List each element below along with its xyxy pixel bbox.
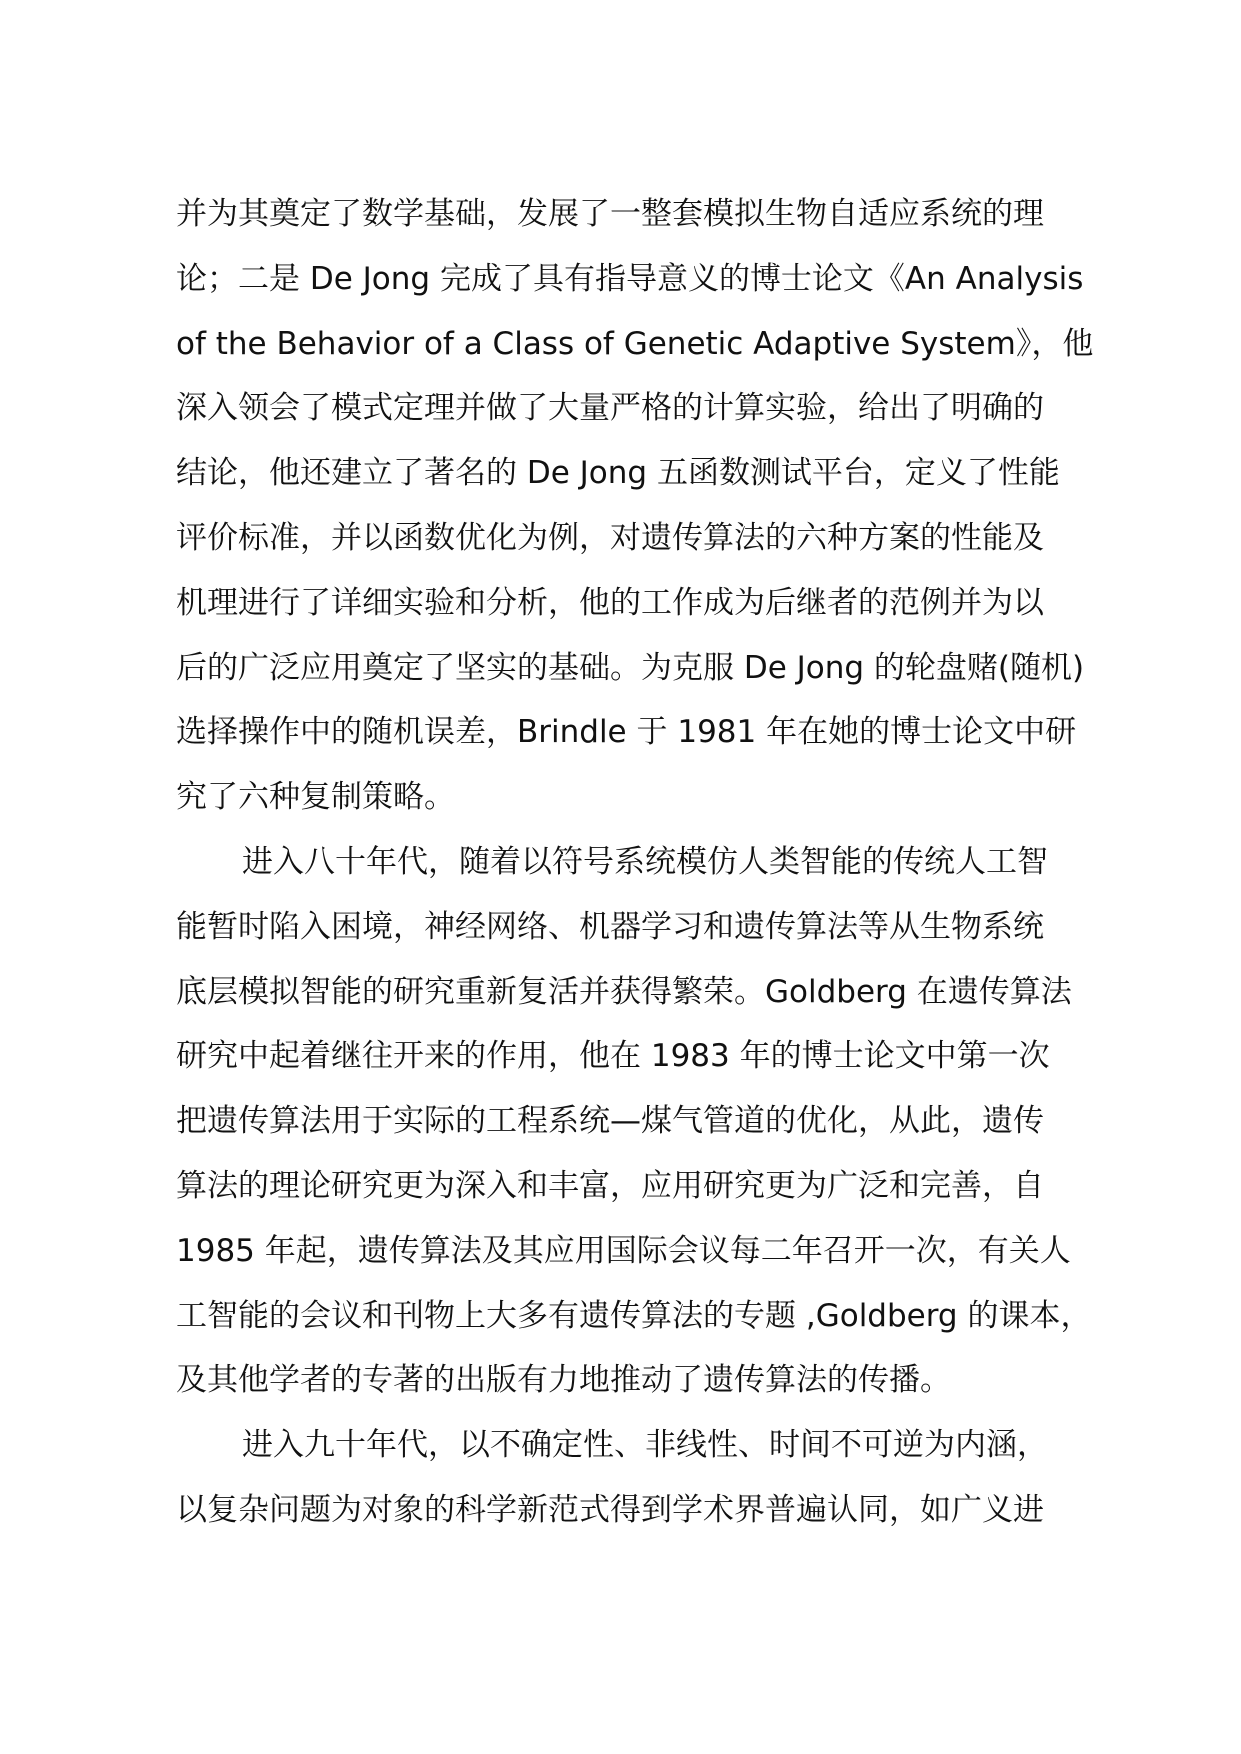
paragraph-start-line: 进入九十年代，以不确定性、非线性、时间不可逆为内涵， xyxy=(242,1427,1048,1464)
text-line: 底层模拟智能的研究重新复活并获得繁荣。Goldberg 在遗传算法 xyxy=(176,973,1072,1010)
text-line: 选择操作中的随机误差，Brindle 于 1981 年在她的博士论文中研 xyxy=(176,714,1077,751)
text-line: 及其他学者的专著的出版有力地推动了遗传算法的传播。 xyxy=(176,1362,951,1399)
paragraph-start-line: 进入八十年代，随着以符号系统模仿人类智能的传统人工智 xyxy=(242,843,1048,880)
text-line: 以复杂问题为对象的科学新范式得到学术界普遍认同，如广义进 xyxy=(176,1491,1044,1528)
text-line: 深入领会了模式定理并做了大量严格的计算实验，给出了明确的 xyxy=(176,390,1044,427)
text-line: 究了六种复制策略。 xyxy=(176,779,455,816)
text-line: 把遗传算法用于实际的工程系统—煤气管道的优化，从此，遗传 xyxy=(176,1103,1044,1140)
text-line: 论；二是 De Jong 完成了具有指导意义的博士论文《An Analysis xyxy=(176,260,1084,297)
text-line: 并为其奠定了数学基础，发展了一整套模拟生物自适应系统的理 xyxy=(176,196,1044,232)
text-line: 结论，他还建立了著名的 De Jong 五函数测试平台，定义了性能 xyxy=(176,455,1060,492)
text-line: 研究中起着继往开来的作用，他在 1983 年的博士论文中第一次 xyxy=(176,1038,1050,1075)
text-line: 能暂时陷入困境，神经网络、机器学习和遗传算法等从生物系统 xyxy=(176,908,1044,945)
text-line: 后的广泛应用奠定了坚实的基础。为克服 De Jong 的轮盘赌(随机) xyxy=(176,649,1085,686)
text-line: 评价标准，并以函数优化为例，对遗传算法的六种方案的性能及 xyxy=(176,519,1044,556)
body-text xyxy=(176,182,1156,1543)
text-line: 1985 年起，遗传算法及其应用国际会议每二年召开一次，有关人 xyxy=(176,1232,1071,1269)
text-line: 算法的理论研究更为深入和丰富，应用研究更为广泛和完善，自 xyxy=(176,1167,1044,1204)
text-line: 机理进行了详细实验和分析，他的工作成为后继者的范例并为以 xyxy=(176,584,1044,621)
text-line: of the Behavior of a Class of Genetic Adaptive System》，他 xyxy=(176,325,1094,362)
text-line: 工智能的会议和刊物上大多有遗传算法的专题 ,Goldberg 的课本， xyxy=(176,1297,1092,1334)
